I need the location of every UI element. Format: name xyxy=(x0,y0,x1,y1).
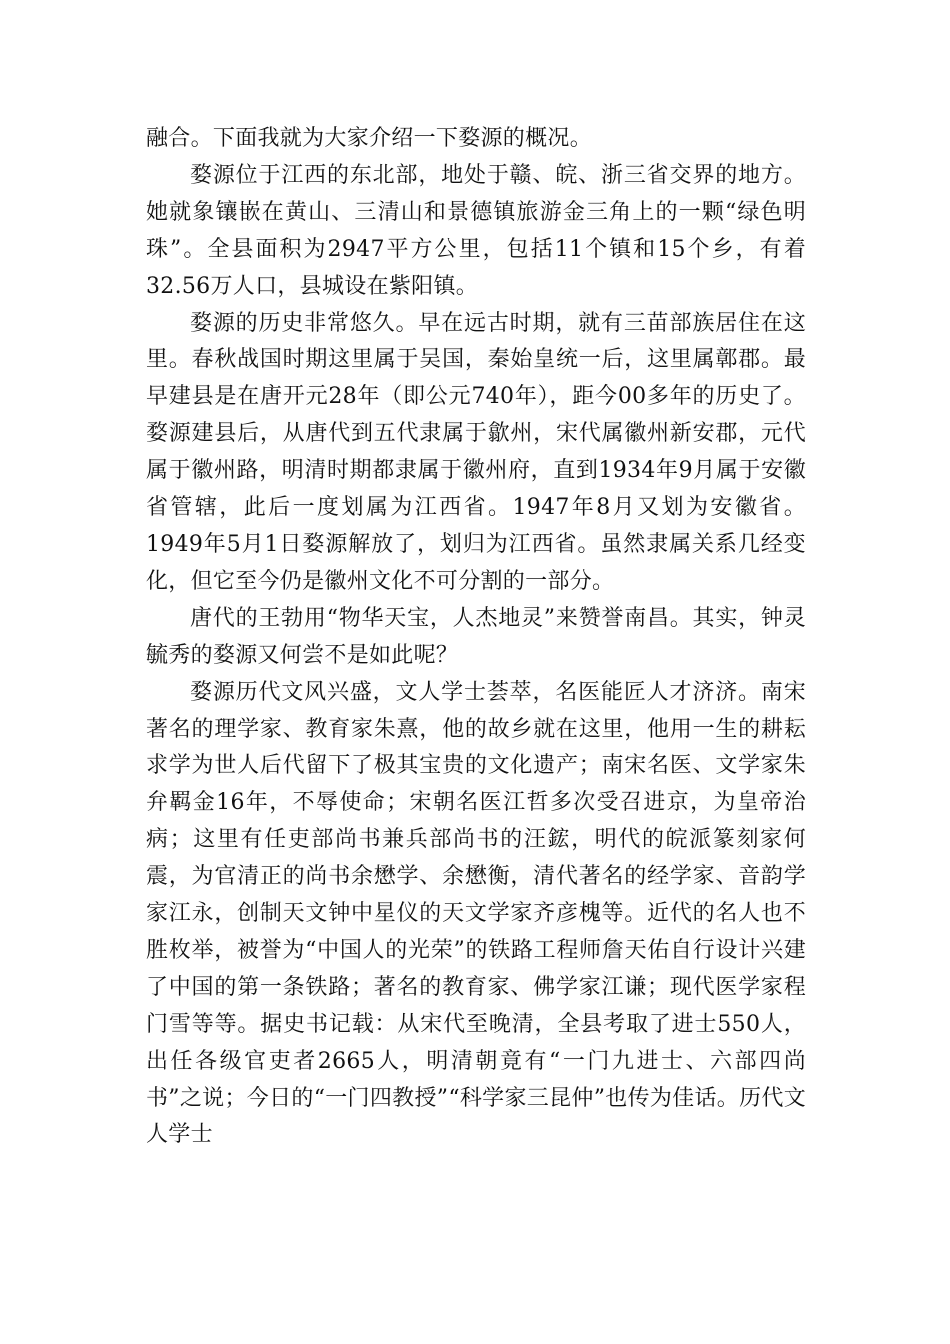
paragraph-history: 婺源的历史非常悠久。早在远古时期，就有三苗部族居住在这里。春秋战国时期这里属于吴国，秦始皇统一后，这里属鄣郡。最早建县是在唐开元28年（即公元740年），距今00多年的历史了。婺源建县后，从唐代到五代隶属于歙州，宋代属徽州新安郡，元代属于徽州路，明清时期都隶属于徽州府，直到1934年9月属于安徽省管辖，此后一度划属为江西省。1947年8月又划为安徽省。1949年5月1日婺源解放了，划归为江西省。虽然隶属关系几经变化，但它至今仍是徽州文化不可分割的一部分。 xyxy=(146,310,806,594)
paragraph-location: 婺源位于江西的东北部，地处于赣、皖、浙三省交界的地方。她就象镶嵌在黄山、三清山和景德镇旅游金三角上的一颗“绿色明珠”。全县面积为2947平方公里，包括11个镇和15个乡，有着32.56万人口，县城设在紫阳镇。 xyxy=(146,162,806,299)
paragraph-notables: 婺源历代文风兴盛，文人学士荟萃，名医能匠人才济济。南宋著名的理学家、教育家朱熹，他的故乡就在这里，他用一生的耕耘求学为世人后代留下了极其宝贵的文化遗产；南宋名医、文学家朱弁羁金16年，不辱使命；宋朝名医江哲多次受召进京，为皇帝治病；这里有任吏部尚书兼兵部尚书的汪鋐，明代的皖派篆刻家何震，为官清正的尚书余懋学、余懋衡，清代著名的经学家、音韵学家江永，创制天文钟中星仪的天文学家齐彦槐等。近代的名人也不胜枚举，被誉为“中国人的光荣”的铁路工程师詹天佑自行设计兴建了中国的第一条铁路；著名的教育家、佛学家江谦；现代医学家程门雪等等。据史书记载：从宋代至晚清，全县考取了进士550人，出任各级官吏者2665人，明清朝竟有“一门九进士、六部四尚书”之说；今日的“一门四教授”“科学家三昆仲”也传为佳话。历代文人学士 xyxy=(146,679,806,1148)
document-body xyxy=(146,121,806,1154)
paragraph-praise: 唐代的王勃用“物华天宝，人杰地灵”来赞誉南昌。其实，钟灵毓秀的婺源又何尝不是如此呢？ xyxy=(146,605,806,668)
paragraph-continuation: 融合。下面我就为大家介绍一下婺源的概况。 xyxy=(146,126,593,151)
